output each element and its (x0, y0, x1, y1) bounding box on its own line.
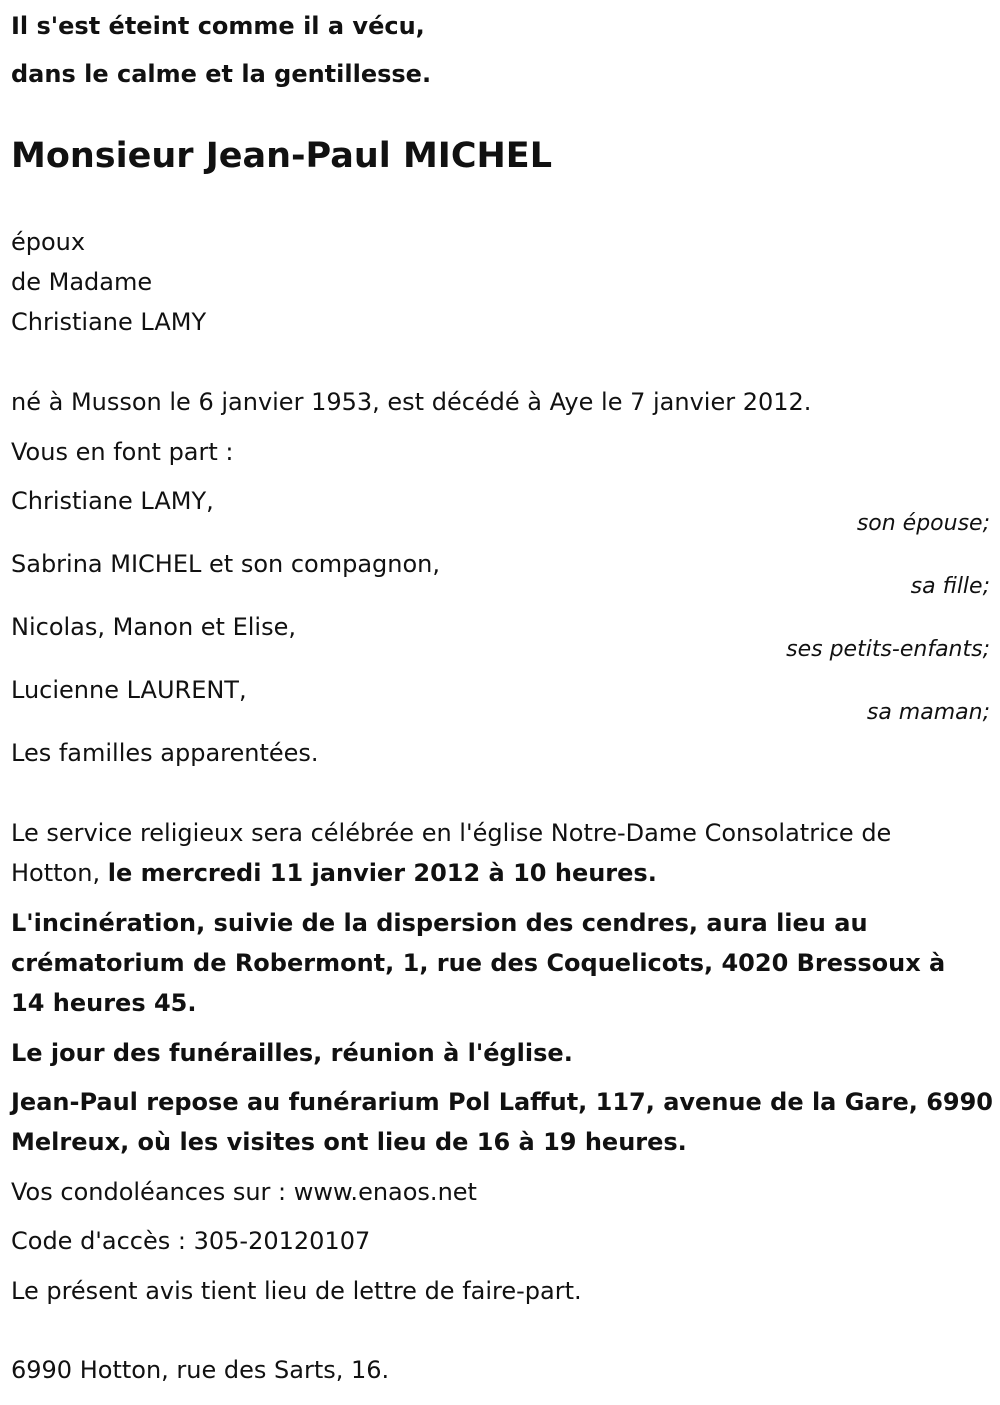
service-line-2 (11, 853, 657, 893)
family-member-name: Nicolas, Manon et Elise, (11, 613, 296, 641)
family-member-relation: ses petits-enfants; (786, 637, 990, 662)
spouse-line-3: Christiane LAMY (11, 308, 207, 336)
address-line: 6990 Hotton, rue des Sarts, 16. (11, 1356, 390, 1384)
cremation-line-1: L'incinération, suivie de la dispersion des cendres, aura lieu au (11, 909, 868, 937)
reposing-line-1: Jean-Paul repose au funérarium Pol Laffut, 117, avenue de la Gare, 6990 (11, 1088, 994, 1116)
service-place: Hotton, (11, 859, 101, 887)
related-families: Les familles apparentées. (11, 739, 319, 767)
family-member-relation: sa fille; (910, 574, 990, 599)
cremation-line-3: 14 heures 45. (11, 989, 197, 1017)
condolences-line: Vos condoléances sur : www.enaos.net (11, 1178, 477, 1206)
epitaph-line-2: dans le calme et la gentillesse. (11, 60, 432, 88)
service-date: le mercredi 11 janvier 2012 à 10 heures. (107, 859, 657, 887)
spouse-line-2: de Madame (11, 268, 153, 296)
cremation-line-2: crématorium de Robermont, 1, rue des Coquelicots, 4020 Bressoux à (11, 949, 946, 977)
deceased-name: Monsieur Jean-Paul MICHEL (11, 136, 553, 176)
access-code-line: Code d'accès : 305-20120107 (11, 1227, 371, 1255)
family-member-name: Lucienne LAURENT, (11, 676, 247, 704)
notice-line: Le présent avis tient lieu de lettre de faire-part. (11, 1277, 582, 1305)
family-member-relation: sa maman; (866, 700, 990, 725)
reposing-line-2: Melreux, où les visites ont lieu de 16 à 19 heures. (11, 1128, 687, 1156)
birth-death-line: né à Musson le 6 janvier 1953, est décédé à Aye le 7 janvier 2012. (11, 388, 812, 416)
epitaph-line-1: Il s'est éteint comme il a vécu, (11, 12, 425, 40)
spouse-line-1: époux (11, 228, 86, 256)
service-line-1: Le service religieux sera célébrée en l'église Notre-Dame Consolatrice de (11, 819, 892, 847)
family-intro: Vous en font part : (11, 438, 234, 466)
family-member-name: Christiane LAMY, (11, 487, 214, 515)
family-member-name: Sabrina MICHEL et son compagnon, (11, 550, 441, 578)
family-member-relation: son épouse; (856, 511, 990, 536)
meeting-line: Le jour des funérailles, réunion à l'église. (11, 1039, 573, 1067)
